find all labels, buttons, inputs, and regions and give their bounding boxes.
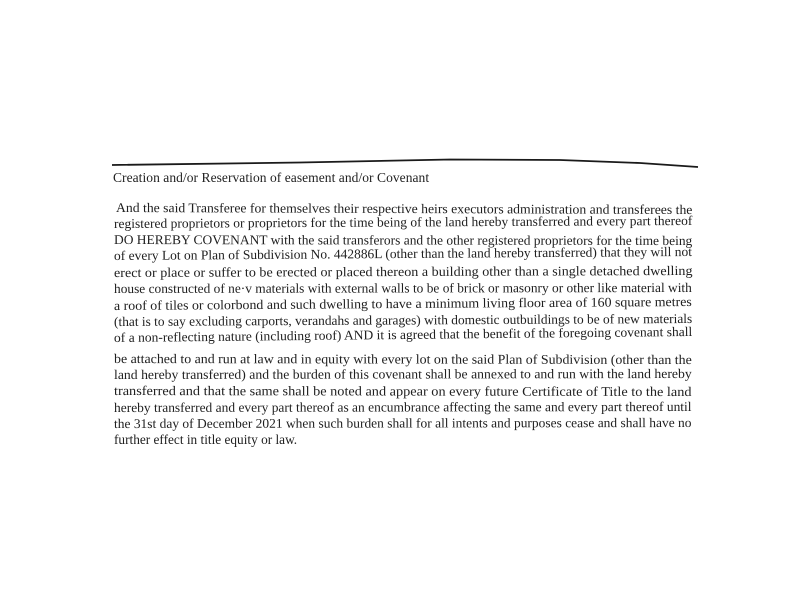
clause-line: the 31st day of December 2021 when such burden shall for all intents and purposes cease and shall have no bbox=[113, 414, 692, 431]
clause-line: be attached to and run at law and in equity with every lot on the said Plan of Subdivision (other than the bbox=[113, 351, 692, 368]
clause-line: And the said Transferee for themselves their respective heirs executors administration and transferees the bbox=[115, 200, 693, 218]
clause-line: (that is to say excluding carports, verandahs and garages) with domestic outbuildings to be of new materials bbox=[113, 310, 693, 329]
clause-line: registered proprietors or proprietors for the time being of the land hereby transferred and every part thereof bbox=[113, 212, 693, 231]
clause-line: house constructed of ne·v materials with external walls to be of brick or masonry or other like material with bbox=[113, 279, 692, 296]
clause-line: erect or place or suffer to be erected or placed thereon a building other than a single detached dwelling bbox=[113, 262, 693, 280]
clause-line: of every Lot on Plan of Subdivision No. 442886L (other than the land hereby transferred) that they will not bbox=[113, 243, 693, 263]
clause-line: land hereby transferred) and the burden of this covenant shall be annexed to and run with the land hereby bbox=[113, 365, 692, 382]
clause-line: DO HEREBY COVENANT with the said transferors and the other registered proprietors for the time being bbox=[113, 232, 693, 249]
clause-line: further effect in title equity or law. bbox=[114, 432, 298, 447]
clause-line: a roof of tiles or colorbond and such dwelling to have a minimum living floor area of 160 square metres bbox=[113, 293, 692, 313]
clause-line: transferred and that the same shall be noted and appear on every future Certificate of Title to the land bbox=[113, 383, 692, 400]
clause-line: hereby transferred and every part thereof as an encumbrance affecting the same and every part thereof until bbox=[113, 398, 692, 415]
section-heading: Creation and/or Reservation of easement and/or Covenant bbox=[113, 170, 430, 185]
clause-line: of a non-reflecting nature (including roof) AND it is agreed that the benefit of the foregoing covenant shall bbox=[113, 323, 693, 345]
